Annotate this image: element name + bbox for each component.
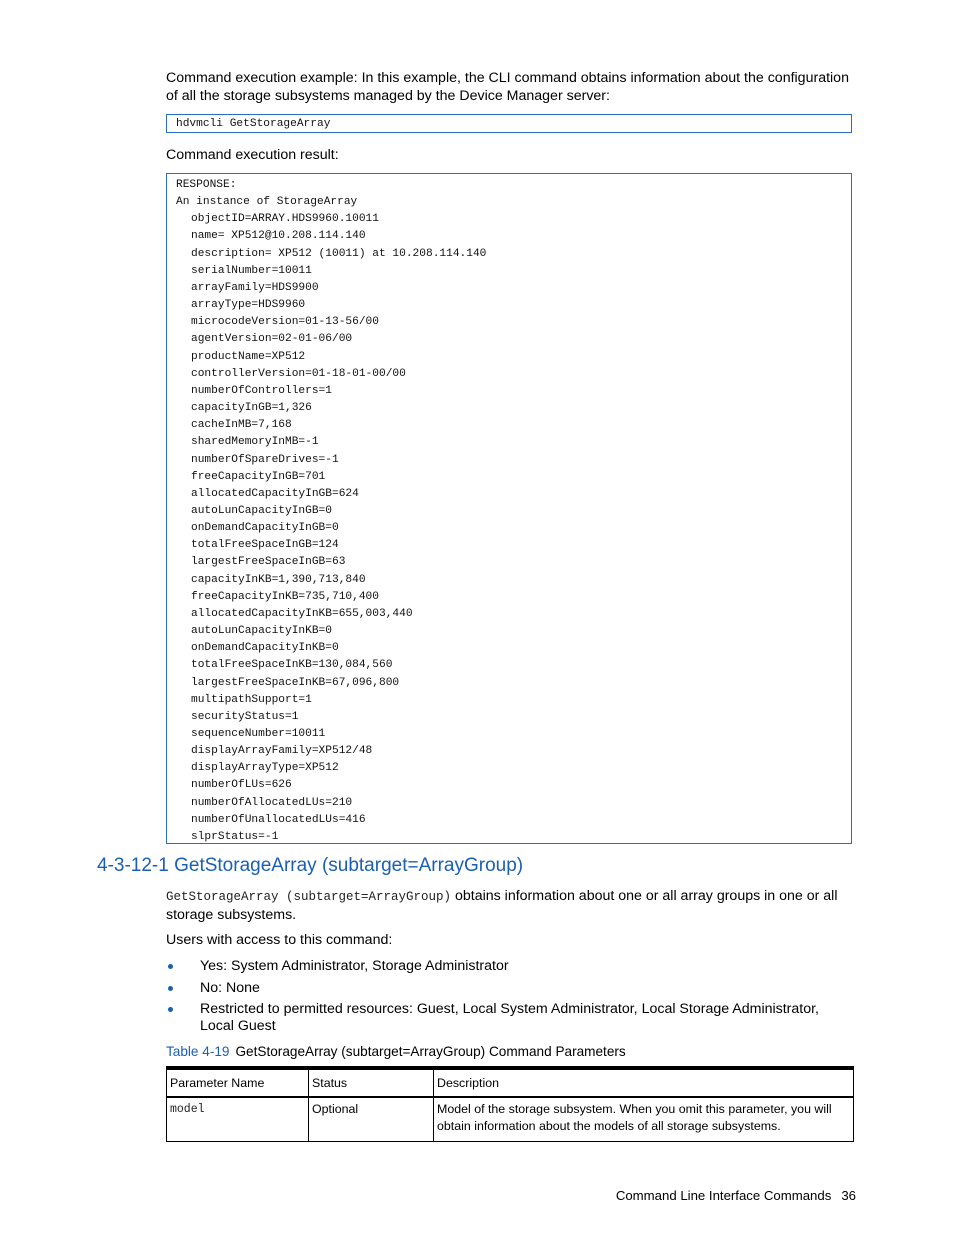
result-line: objectID=ARRAY.HDS9960.10011 bbox=[191, 213, 379, 226]
result-line: displayArrayType=XP512 bbox=[191, 762, 339, 775]
result-line: description= XP512 (10011) at 10.208.114.140 bbox=[191, 247, 487, 260]
result-line: displayArrayFamily=XP512/48 bbox=[191, 745, 373, 758]
intro-paragraph: Command execution example: In this example, the CLI command obtains information about the configuration of all the storage subsystems managed by the Device Manager server: bbox=[166, 70, 849, 104]
result-lines bbox=[176, 211, 851, 846]
result-line: capacityInGB=1,326 bbox=[191, 402, 312, 415]
bullet-icon bbox=[168, 986, 173, 991]
access-label: Users with access to this command: bbox=[166, 932, 393, 948]
result-line: slprStatus=-1 bbox=[191, 830, 279, 843]
column-header: Parameter Name bbox=[167, 1068, 309, 1097]
result-header-line: An instance of StorageArray bbox=[176, 196, 358, 209]
result-line: numberOfAllocatedLUs=210 bbox=[191, 796, 353, 809]
result-line: controllerVersion=01-18-01-00/00 bbox=[191, 367, 406, 380]
description-text: obtains information about one or all array groups in one or all storage subsystems. bbox=[166, 888, 838, 923]
result-line: allocatedCapacityInKB=655,003,440 bbox=[191, 607, 413, 620]
result-line: agentVersion=02-01-06/00 bbox=[191, 333, 353, 346]
result-line: autoLunCapacityInKB=0 bbox=[191, 625, 332, 638]
page-footer bbox=[616, 1188, 856, 1203]
table-header-row bbox=[167, 1068, 854, 1097]
table-cell-description: Model of the storage subsystem. When you omit this parameter, you will obtain information about the models of all storage subsystems. bbox=[434, 1097, 854, 1142]
footer-title: Command Line Interface Commands bbox=[615, 1188, 832, 1203]
command-code-box bbox=[166, 114, 852, 133]
bullet-icon bbox=[168, 1007, 173, 1012]
result-label: Command execution result: bbox=[166, 147, 339, 163]
result-line: freeCapacityInKB=735,710,400 bbox=[191, 590, 379, 603]
result-line: capacityInKB=1,390,713,840 bbox=[191, 573, 366, 586]
result-line: multipathSupport=1 bbox=[191, 693, 312, 706]
list-item bbox=[166, 1001, 854, 1035]
result-line: numberOfLUs=626 bbox=[191, 779, 292, 792]
page-number: 36 bbox=[841, 1188, 856, 1203]
result-line: autoLunCapacityInGB=0 bbox=[191, 504, 332, 517]
access-item-text: Yes: System Administrator, Storage Administrator bbox=[200, 958, 509, 974]
result-line: largestFreeSpaceInKB=67,096,800 bbox=[191, 676, 400, 689]
bullet-icon bbox=[168, 964, 173, 969]
table-caption-number: Table 4-19 bbox=[166, 1044, 230, 1059]
section-heading: 4-3-12-1 GetStorageArray (subtarget=ArrayGroup) bbox=[97, 855, 524, 876]
result-line: numberOfControllers=1 bbox=[191, 384, 332, 397]
result-code-box bbox=[166, 173, 852, 844]
access-item-text: No: None bbox=[200, 979, 260, 996]
description-code: GetStorageArray (subtarget=ArrayGroup) bbox=[166, 890, 452, 904]
table-cell-status: Optional bbox=[309, 1097, 434, 1142]
result-line: sharedMemoryInMB=-1 bbox=[191, 436, 319, 449]
result-line: securityStatus=1 bbox=[191, 710, 299, 723]
table-row bbox=[167, 1097, 854, 1142]
table-cell-parameter: model bbox=[167, 1097, 309, 1142]
command-text: hdvmcli GetStorageArray bbox=[176, 118, 331, 130]
column-header: Status bbox=[309, 1068, 434, 1097]
access-item-text: Restricted to permitted resources: Guest, Local System Administrator, Local Storage Administrator, Local Guest bbox=[200, 1001, 820, 1034]
result-line: cacheInMB=7,168 bbox=[191, 419, 292, 432]
result-line: onDemandCapacityInGB=0 bbox=[191, 522, 339, 535]
result-line: microcodeVersion=01-13-56/00 bbox=[191, 316, 379, 329]
result-line: onDemandCapacityInKB=0 bbox=[191, 642, 339, 655]
result-line: allocatedCapacityInGB=624 bbox=[191, 487, 359, 500]
result-line: totalFreeSpaceInKB=130,084,560 bbox=[191, 659, 393, 672]
parameters-table bbox=[166, 1066, 854, 1142]
result-line: arrayFamily=HDS9900 bbox=[191, 281, 319, 294]
result-line: name= XP512@10.208.114.140 bbox=[191, 230, 366, 243]
section-description bbox=[166, 887, 854, 924]
access-list bbox=[166, 958, 854, 1040]
result-line: serialNumber=10011 bbox=[191, 264, 312, 277]
result-line: largestFreeSpaceInGB=63 bbox=[191, 556, 346, 569]
result-line: arrayType=HDS9960 bbox=[191, 299, 306, 312]
result-line: numberOfSpareDrives=-1 bbox=[191, 453, 339, 466]
result-line: sequenceNumber=10011 bbox=[191, 728, 326, 740]
result-line: productName=XP512 bbox=[191, 350, 306, 363]
table-caption-text: GetStorageArray (subtarget=ArrayGroup) Command Parameters bbox=[235, 1044, 626, 1059]
table-caption bbox=[166, 1044, 626, 1059]
result-line: numberOfUnallocatedLUs=416 bbox=[191, 813, 366, 826]
list-item bbox=[166, 980, 854, 997]
column-header: Description bbox=[434, 1068, 854, 1097]
result-line: freeCapacityInGB=701 bbox=[191, 470, 326, 483]
list-item bbox=[166, 958, 854, 975]
result-line: totalFreeSpaceInGB=124 bbox=[191, 539, 339, 552]
result-header-line: RESPONSE: bbox=[176, 179, 237, 191]
